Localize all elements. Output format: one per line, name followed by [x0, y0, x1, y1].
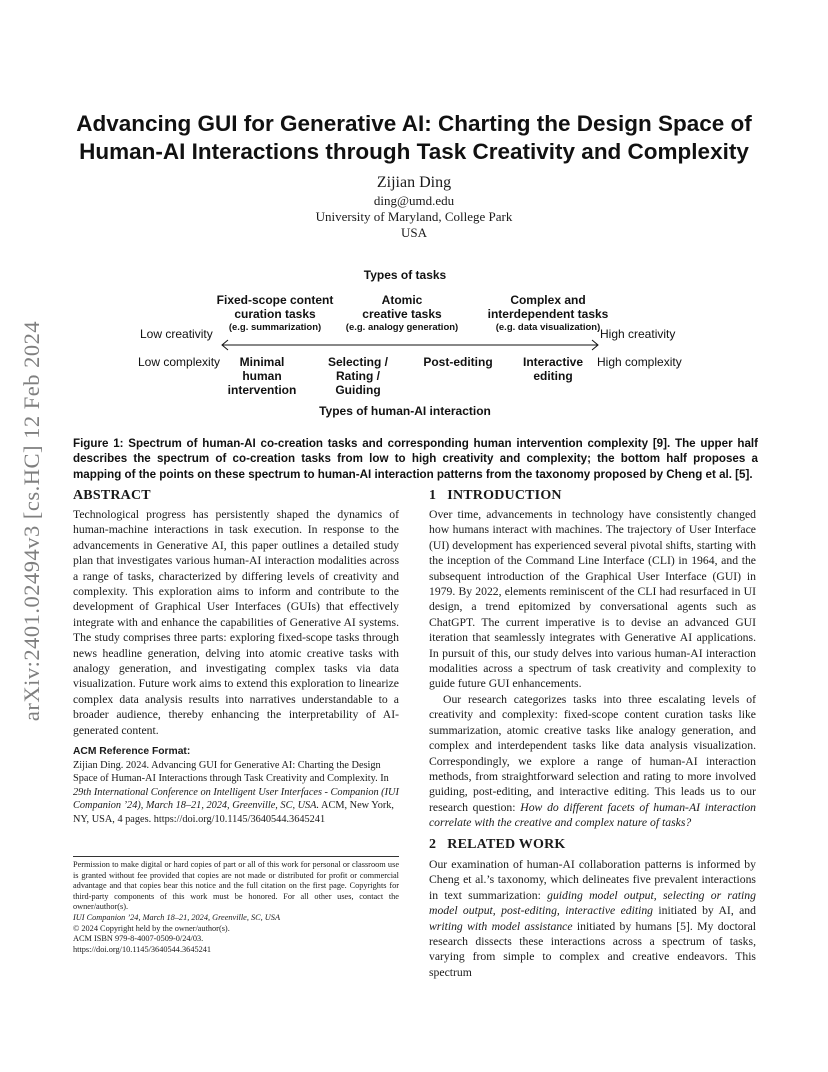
- task-atomic-creative: [330, 293, 474, 335]
- interaction-selecting-line2: Rating /: [336, 369, 380, 383]
- interaction-post-editing-line1: Post-editing: [423, 355, 493, 369]
- intro-paragraph-2-text: Our research categorizes tasks into three escalating levels of creativity and complexity: fixed-scope content curation tasks like summarization, atomic creative tasks like analogy generation, and complex and interdependent tasks like data analysis visualization. Correspondingly, we explore a range of human-AI interaction methods, from straightforward selection and rating to more involved guiding, post-editing, and interactive editing. This leads us to our research question:: [429, 692, 756, 814]
- acm-reference-heading: ACM Reference Format:: [73, 746, 191, 757]
- author-name: Zijian Ding: [376, 174, 452, 191]
- related-emph-2: writing with model assistance: [429, 919, 573, 933]
- acm-reference-venue: 29th International Conference on Intelligent User Interfaces - Companion (IUI Companion ’24), March 18–21, 2024, Greenville, SC, USA.: [73, 786, 399, 812]
- interaction-interactive-line1: Interactive: [522, 355, 584, 369]
- interaction-minimal-line3: intervention: [227, 383, 297, 397]
- permission-isbn: ACM ISBN 979-8-4007-0509-0/24/03.: [73, 934, 204, 944]
- related-work-heading: 2 RELATED WORK: [429, 837, 566, 852]
- interaction-minimal-line2: human: [242, 369, 282, 383]
- figure-caption: Figure 1: Spectrum of human-AI co-creation tasks and corresponding human intervention complexity [9]. The upper half describes the spectrum of co-creation tasks from low to high creativity and complexity; the bottom half proposes a mapping of the points on these spectrum to human-AI interaction patterns from the taxonomy proposed by Cheng et al. [5].: [73, 437, 758, 481]
- task-fixed-scope-example: (e.g. summarization): [228, 322, 322, 333]
- arxiv-side-stamp: [16, 286, 48, 756]
- permission-doi: https://doi.org/10.1145/3640544.3645241: [73, 944, 212, 954]
- task-complex-example: (e.g. data visualization): [495, 322, 601, 333]
- related-work-paragraph: [429, 857, 756, 980]
- interaction-post-editing: [412, 355, 504, 369]
- task-atomic-line2: creative tasks: [362, 307, 442, 321]
- permission-venue: [73, 913, 399, 924]
- intro-paragraph-2: [429, 692, 756, 831]
- permission-copyright: © 2024 Copyright held by the owner/author(s).: [73, 923, 230, 933]
- acm-reference-part-a: Zijian Ding. 2024. Advancing GUI for Generative AI: Charting the Design Space of Human-AI Interactions through Task Creativity and Complexity. In: [73, 759, 389, 785]
- title-line-2: Human-AI Interactions through Task Creativity and Complexity: [79, 139, 749, 164]
- intro-paragraph-1: Over time, advancements in technology have consistently changed how humans interact with machines. The trajectory of User Interface (UI) development has experienced several pivotal shifts, starting with the inception of the Command Line Interface (CLI) in 1964, and the subsequent introduction of the Graphical User Interface (GUI) in 1979. By 2022, elements reminiscent of the CLI had resurfaced in UI design, a trend epitomized by conversational agents such as ChatGPT. The current imperative is to devise an advanced GUI iteration that seamlessly integrates with Generative AI applications. In pursuit of this, our study delves into various human-AI interaction modalities across a spectrum of task creativity and complexity to guide future GUI enhancements.: [429, 508, 756, 691]
- permission-text: Permission to make digital or hard copies of part or all of this work for personal or classroom use is granted without fee provided that copies are not made or distributed for profit or commercial advantage and that copies bear this notice and the full citation on the first page. Copyrights for third-party components of this work must be honored. For all other uses, contact the owner/author(s).: [73, 860, 399, 912]
- abstract-heading: ABSTRACT: [73, 488, 151, 503]
- related-text-3: initiated by humans [5]. My doctoral research dissects these interactions across a spectrum of tasks, varying from simple to complex and creative endeavors. This spectrum: [429, 919, 757, 979]
- task-atomic-example: (e.g. analogy generation): [345, 322, 459, 333]
- task-fixed-scope-line2: curation tasks: [234, 307, 316, 321]
- related-emph-1: guiding model output, selecting or rating model output, post-editing, interactive editing: [429, 888, 756, 918]
- task-complex-line2: interdependent tasks: [487, 307, 609, 321]
- high-complexity-label: High complexity: [597, 355, 682, 369]
- interaction-selecting: [318, 355, 398, 397]
- spectrum-arrow-icon: [220, 339, 600, 351]
- arxiv-identifier: arXiv:2401.02494v3 [cs.HC] 12 Feb 2024: [19, 320, 44, 722]
- figure-top-heading: Types of tasks: [363, 268, 447, 282]
- author-country: USA: [400, 225, 427, 240]
- high-creativity-label: High creativity: [600, 327, 676, 341]
- abstract-body: [73, 507, 399, 738]
- introduction-body: [429, 507, 756, 831]
- footnote-divider: [73, 856, 399, 857]
- low-creativity-label: Low creativity: [140, 327, 213, 341]
- related-work-body: [429, 857, 756, 980]
- title-line-1: Advancing GUI for Generative AI: Charting the Design Space of: [76, 111, 752, 136]
- acm-reference-text: [73, 759, 399, 827]
- introduction-heading: 1 INTRODUCTION: [429, 488, 562, 503]
- interaction-selecting-line3: Guiding: [335, 383, 381, 397]
- task-fixed-scope-line1: Fixed-scope content: [216, 293, 334, 307]
- figure-bottom-heading: Types of human-AI interaction: [319, 404, 491, 418]
- acm-reference-block: [73, 745, 399, 827]
- acm-reference-part-b: ACM, New York, NY, USA, 4 pages. https://doi.org/10.1145/3640544.3645241: [73, 800, 395, 825]
- interaction-minimal-line1: Minimal: [239, 355, 285, 369]
- abstract-text: Technological progress has persistently shaped the dynamics of human-machine interactions in task execution. In response to the advancements in Generative AI, this paper outlines a detailed study plan that investigates various human-AI interaction modalities across a range of tasks, characterized by differing levels of creativity and complexity. This exploration aims to inform and contribute to the development of Graphical User Interfaces (GUIs) that effectively integrate with and enhance the capabilities of Generative AI systems. The study comprises three parts: exploring fixed-scope tasks through news headline generation, delving into atomic creative tasks with analogy generation, and investigating complex tasks via data visualization. Future work aims to extend this exploration to linearize complex data analysis results into narratives understandable to a broader audience, thereby enhancing the interpretability of AI-generated content.: [73, 508, 399, 737]
- task-atomic-line1: Atomic: [381, 293, 423, 307]
- author-affiliation: University of Maryland, College Park: [315, 209, 513, 224]
- interaction-minimal: [218, 355, 306, 397]
- interaction-selecting-line1: Selecting /: [327, 355, 389, 369]
- paper-title: [60, 110, 768, 166]
- permission-notice: [73, 860, 399, 955]
- interaction-interactive-line2: editing: [533, 369, 573, 383]
- permission-venue-text: IUI Companion ’24, March 18–21, 2024, Greenville, SC, USA: [73, 912, 281, 922]
- author-email: ding@umd.edu: [373, 193, 455, 208]
- related-text-1: Our examination of human-AI collaboration patterns is informed by Cheng et al.’s taxonomy, which delineates five prevalent interactions in text summarization:: [429, 858, 756, 902]
- interaction-interactive-editing: [510, 355, 596, 383]
- research-question: How do different facets of human-AI interaction correlate with the creative and complex nature of tasks?: [429, 800, 757, 830]
- task-complex-line1: Complex and: [510, 293, 586, 307]
- related-text-2: initiated by AI, and: [653, 904, 756, 918]
- low-complexity-label: Low complexity: [138, 355, 221, 369]
